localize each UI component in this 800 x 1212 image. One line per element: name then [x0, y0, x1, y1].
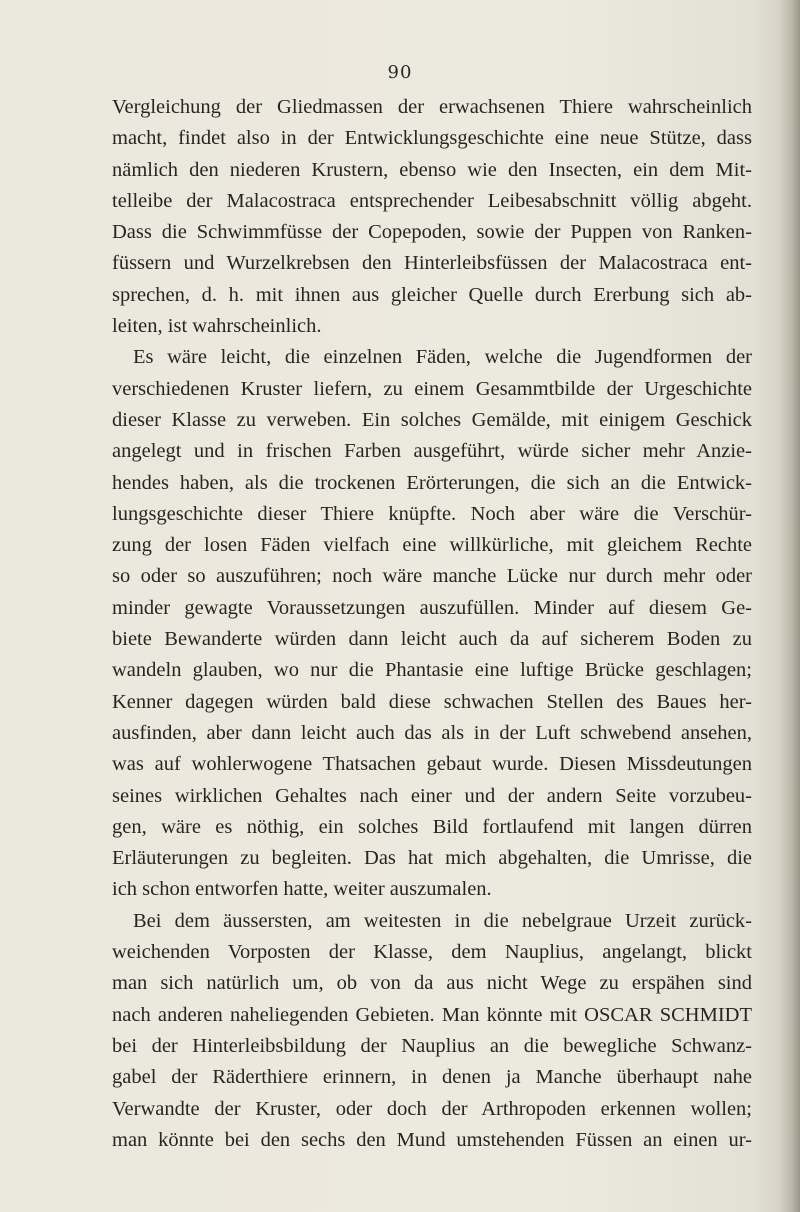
text-line: telleibe der Malacostraca entsprechender Leibesabschnitt völlig abgeht.	[112, 189, 752, 212]
text-line: angelegt und in frischen Farben ausgeführt, würde sicher mehr Anzie-	[112, 440, 752, 463]
text-line: füssern und Wurzelkrebsen den Hinterleibsfüssen der Malacostraca ent-	[112, 252, 752, 275]
text-line: Verwandte der Kruster, oder doch der Arthropoden erkennen wollen;	[112, 1097, 752, 1120]
text-line: Erläuterungen zu begleiten. Das hat mich abgehalten, die Umrisse, die	[112, 847, 752, 870]
text-line: bei der Hinterleibsbildung der Nauplius an die bewegliche Schwanz-	[112, 1034, 752, 1057]
page-number: 90	[387, 62, 413, 83]
text-line: so oder so auszuführen; noch wäre manche Lücke nur durch mehr oder	[112, 565, 752, 588]
text-line: gen, wäre es nöthig, ein solches Bild fortlaufend mit langen dürren	[112, 815, 752, 838]
text-line: leiten, ist wahrscheinlich.	[112, 315, 322, 338]
text-line: Dass die Schwimmfüsse der Copepoden, sowie der Puppen von Ranken-	[112, 221, 752, 244]
text-line: dieser Klasse zu verweben. Ein solches Gemälde, mit einigem Geschick	[112, 408, 752, 431]
text-line: verschiedenen Kruster liefern, zu einem Gesammtbilde der Urgeschichte	[112, 377, 752, 400]
body-text	[112, 92, 752, 1156]
text-line: wandeln glauben, wo nur die Phantasie eine luftige Brücke geschlagen;	[112, 659, 752, 682]
text-line: macht, findet also in der Entwicklungsgeschichte eine neue Stütze, dass	[112, 127, 752, 150]
text-line: zung der losen Fäden vielfach eine willkürliche, mit gleichem Rechte	[112, 534, 752, 557]
text-line: Bei dem äussersten, am weitesten in die nebelgraue Urzeit zurück-	[133, 909, 752, 932]
text-line: lungsgeschichte dieser Thiere knüpfte. Noch aber wäre die Verschür-	[112, 502, 752, 525]
text-line: biete Bewanderte würden dann leicht auch da auf sicherem Boden zu	[112, 628, 752, 651]
text-line: was auf wohlerwogene Thatsachen gebaut wurde. Diesen Missdeutungen	[112, 753, 752, 776]
text-line: Vergleichung der Gliedmassen der erwachsenen Thiere wahrscheinlich	[112, 96, 752, 118]
text-line: man sich natürlich um, ob von da aus nicht Wege zu erspähen sind	[112, 972, 752, 995]
text-line: seines wirklichen Gehaltes nach einer und der andern Seite vorzubeu-	[112, 784, 752, 807]
text-line: minder gewagte Voraussetzungen auszufüllen. Minder auf diesem Ge-	[112, 596, 752, 619]
text-line: man könnte bei den sechs den Mund umstehenden Füssen an einen ur-	[112, 1128, 752, 1151]
text-line: Kenner dagegen würden bald diese schwachen Stellen des Baues her-	[112, 690, 752, 713]
text-line: ich schon entworfen hatte, weiter auszumalen.	[112, 878, 492, 901]
text-line: sprechen, d. h. mit ihnen aus gleicher Quelle durch Ererbung sich ab-	[112, 283, 752, 306]
text-line: nach anderen naheliegenden Gebieten. Man könnte mit OSCAR SCHMIDT	[112, 1003, 752, 1026]
text-line: weichenden Vorposten der Klasse, dem Nauplius, angelangt, blickt	[112, 941, 752, 964]
text-line: hendes haben, als die trockenen Erörterungen, die sich an die Entwick-	[112, 471, 752, 494]
text-line: nämlich den niederen Krustern, ebenso wie den Insecten, ein dem Mit-	[112, 158, 752, 181]
text-line: Es wäre leicht, die einzelnen Fäden, welche die Jugendformen der	[133, 346, 752, 369]
text-line: gabel der Räderthiere erinnern, in denen ja Manche überhaupt nahe	[112, 1066, 752, 1089]
text-line: ausfinden, aber dann leicht auch das als in der Luft schwebend ansehen,	[112, 721, 752, 744]
page-edge-shadow	[778, 0, 800, 1212]
